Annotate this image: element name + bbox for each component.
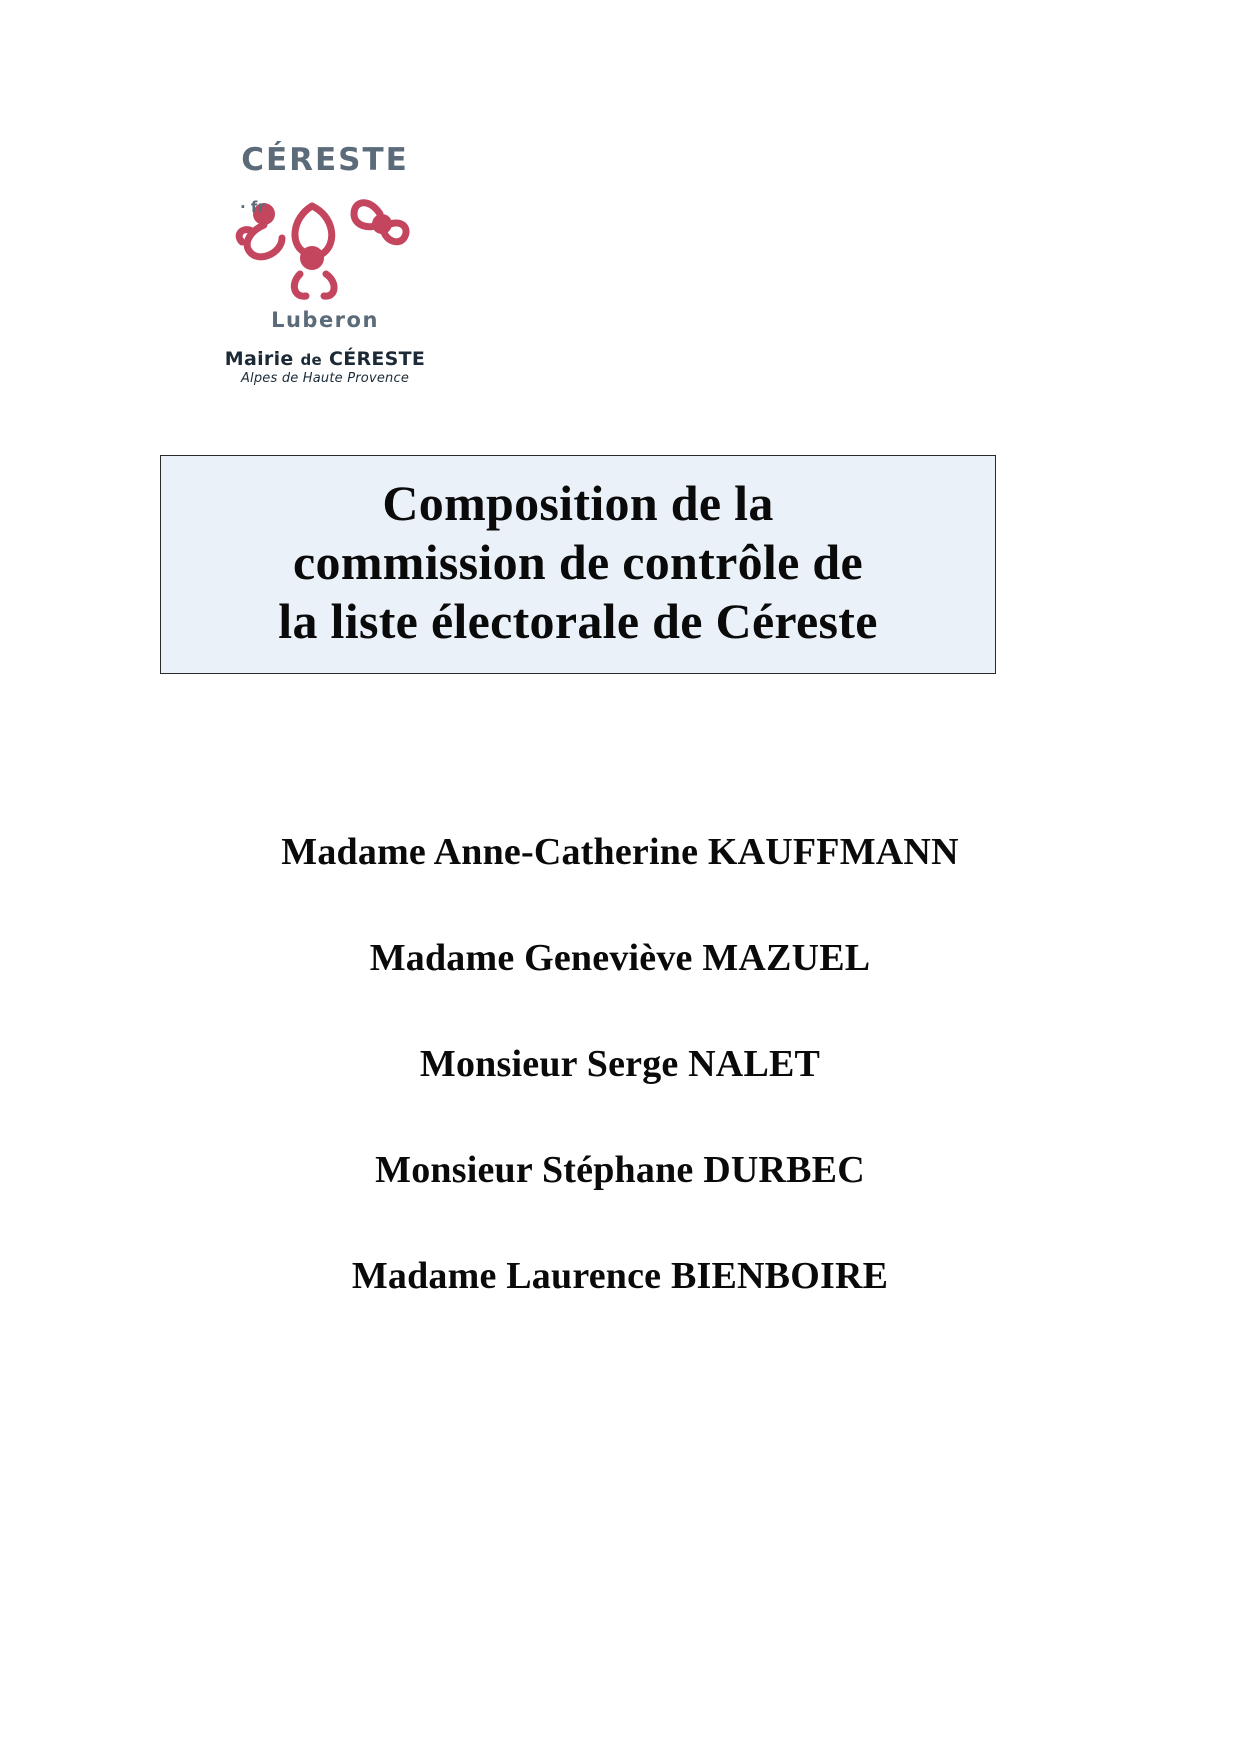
page-title-line-1: Composition de la <box>382 475 774 531</box>
logo-mairie-de: de <box>300 351 323 369</box>
list-item: Monsieur Serge NALET <box>419 1043 821 1085</box>
list-item: Madame Laurence BIENBOIRE <box>351 1255 889 1297</box>
list-item: Madame Geneviève MAZUEL <box>369 937 871 979</box>
letterhead-logo <box>160 142 490 386</box>
logo-region-label: Luberon <box>271 308 379 332</box>
page-title-line-3: la liste électorale de Céreste <box>278 593 878 649</box>
logo-artwork <box>160 180 490 310</box>
list-item: Monsieur Stéphane DURBEC <box>375 1149 865 1191</box>
logo-department-label: Alpes de Haute Provence <box>240 371 410 386</box>
logo-mairie-line <box>160 348 490 370</box>
logo-wordmark: CÉRESTE <box>241 142 409 178</box>
list-item: Madame Anne-Catherine KAUFFMANN <box>281 831 959 873</box>
document-title-box <box>160 455 996 674</box>
logo-mairie-prefix: Mairie <box>224 348 294 370</box>
page-title-line-2: commission de contrôle de <box>293 534 863 590</box>
logo-mairie-city: CÉRESTE <box>328 348 426 370</box>
members-list <box>0 830 1240 1298</box>
logo-domain-suffix: · fr <box>240 198 265 216</box>
